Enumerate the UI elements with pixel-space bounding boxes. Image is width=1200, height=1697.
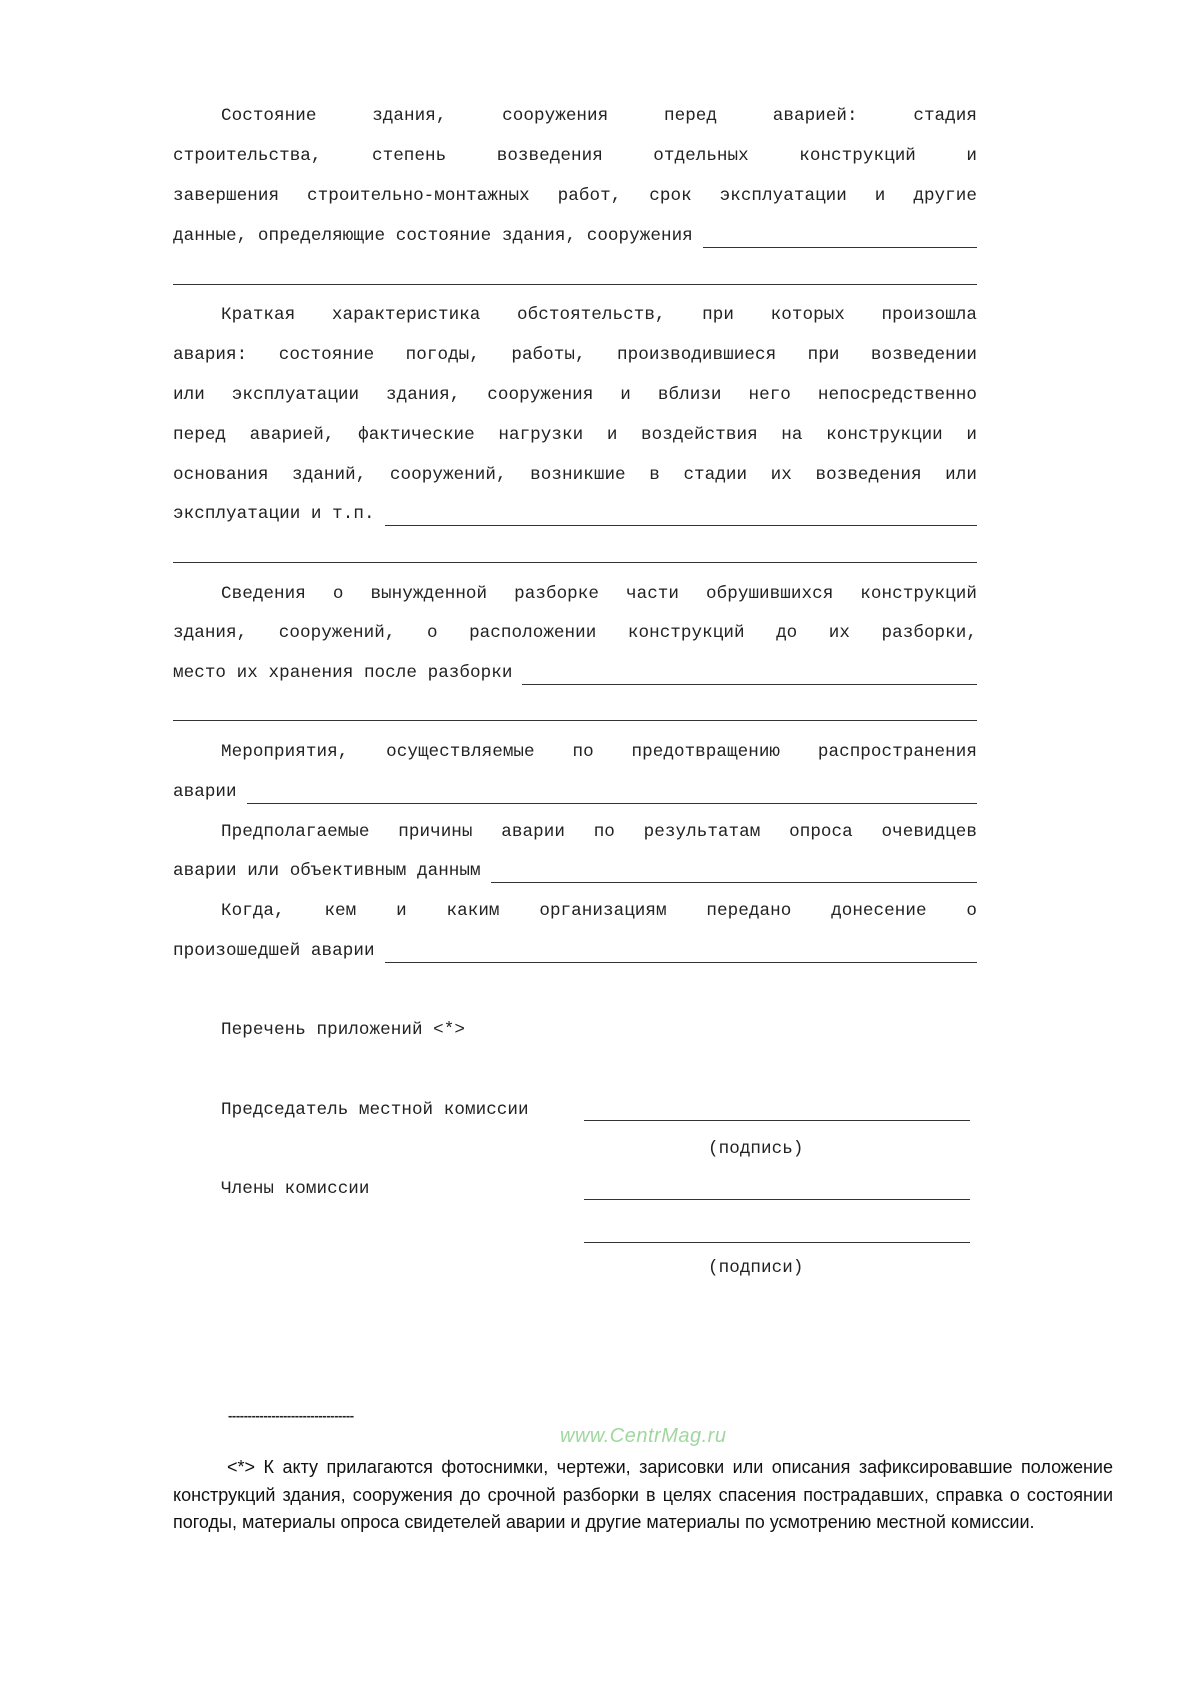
attachments-label: Перечень приложений <*> bbox=[221, 1020, 465, 1040]
footnote-separator: -------------------------------- bbox=[228, 1408, 354, 1423]
state-line-1: Состояние здания, сооружения перед аварией: стадия bbox=[221, 106, 977, 126]
circ-line-4: перед аварией, фактические нагрузки и воздействия на конструкции и bbox=[173, 425, 977, 445]
causes-line-2 bbox=[173, 859, 977, 883]
causes-fill-field[interactable] bbox=[491, 864, 977, 883]
report-last-text: произошедшей аварии bbox=[173, 941, 375, 961]
state-line-3: завершения строительно-монтажных работ, срок эксплуатации и другие bbox=[173, 186, 977, 206]
state-last-text: данные, определяющие состояние здания, сооружения bbox=[173, 226, 693, 246]
signature-caption: (подпись) bbox=[708, 1139, 804, 1159]
member-signature-line-1[interactable] bbox=[584, 1199, 970, 1200]
chairman-label: Председатель местной комиссии bbox=[221, 1100, 529, 1120]
report-line-2 bbox=[173, 939, 977, 963]
causes-last-text: аварии или объективным данным bbox=[173, 861, 481, 881]
measures-last-text: аварии bbox=[173, 782, 237, 802]
dism-line-2: здания, сооружений, о расположении конструкций до их разборки, bbox=[173, 623, 977, 643]
dism-line-1: Сведения о вынужденной разборке части обрушившихся конструкций bbox=[221, 584, 977, 604]
footnote bbox=[173, 1454, 1113, 1537]
measures-line-1: Мероприятия, осуществляемые по предотвращению распространения bbox=[221, 742, 977, 762]
dism-fill-field[interactable] bbox=[522, 666, 977, 685]
circ-line-3: или эксплуатации здания, сооружения и вблизи него непосредственно bbox=[173, 385, 977, 405]
circ-last-text: эксплуатации и т.п. bbox=[173, 504, 375, 524]
circ-line-6 bbox=[173, 502, 977, 526]
circ-fill-line[interactable] bbox=[173, 562, 977, 563]
dism-line-3 bbox=[173, 661, 977, 685]
dism-last-text: место их хранения после разборки bbox=[173, 663, 513, 683]
circ-fill-field[interactable] bbox=[385, 507, 977, 526]
member-signature-line-2[interactable] bbox=[584, 1242, 970, 1243]
state-line-2: строительства, степень возведения отдельных конструкций и bbox=[173, 146, 977, 166]
circ-line-5: основания зданий, сооружений, возникшие в стадии их возведения или bbox=[173, 465, 977, 485]
measures-line-2 bbox=[173, 780, 977, 804]
measures-fill-field[interactable] bbox=[247, 785, 977, 804]
state-fill-line[interactable] bbox=[173, 284, 977, 285]
members-label: Члены комиссии bbox=[221, 1179, 370, 1199]
signatures-caption: (подписи) bbox=[708, 1258, 804, 1278]
dism-fill-line[interactable] bbox=[173, 720, 977, 721]
circ-line-1: Краткая характеристика обстоятельств, при которых произошла bbox=[221, 305, 977, 325]
footnote-text: <*> К акту прилагаются фотоснимки, чертежи, зарисовки или описания зафиксировавшие положение конструкций здания, сооружения до срочной разборки в целях спасения пострадавших, справка о состоянии погоды, материалы опроса свидетелей аварии и другие материалы по усмотрению местной комиссии. bbox=[173, 1457, 1113, 1532]
state-fill-field[interactable] bbox=[703, 229, 977, 248]
report-fill-field[interactable] bbox=[385, 944, 977, 963]
causes-line-1: Предполагаемые причины аварии по результатам опроса очевидцев bbox=[221, 822, 977, 842]
watermark: www.CentrMag.ru bbox=[560, 1425, 727, 1447]
state-line-4 bbox=[173, 224, 977, 248]
circ-line-2: авария: состояние погоды, работы, производившиеся при возведении bbox=[173, 345, 977, 365]
chairman-signature-line[interactable] bbox=[584, 1120, 970, 1121]
report-line-1: Когда, кем и каким организациям передано донесение о bbox=[221, 901, 977, 921]
